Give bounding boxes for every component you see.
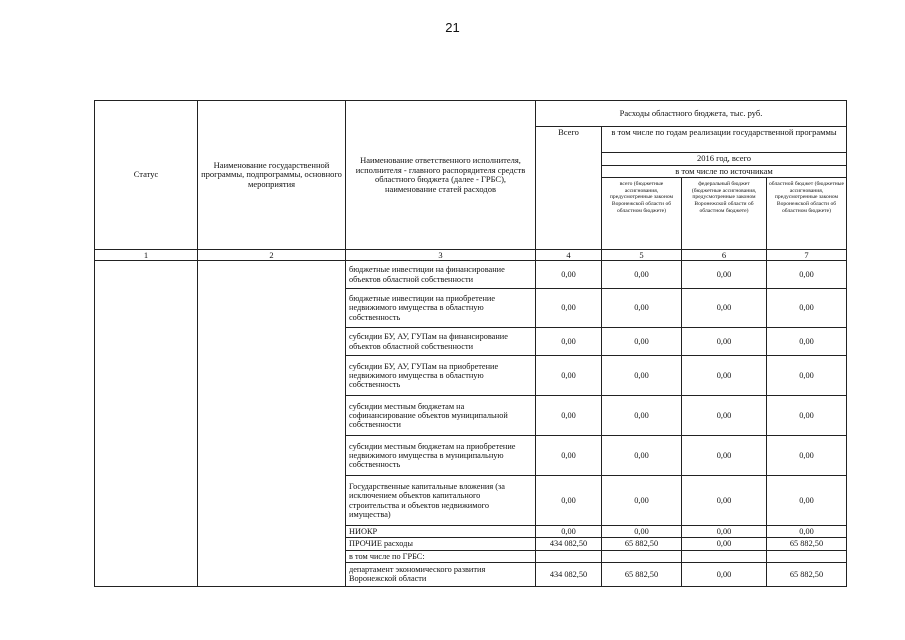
row-name: субсидии местным бюджетам на приобретение недвижимого имущества в муниципальную собственность (346, 436, 536, 476)
header-source-regional: областной бюджет (бюджетные ассигнования, предусмотренные законом Воронежской области об областном бюджете) (767, 178, 847, 250)
status-cell (95, 261, 198, 587)
column-number: 6 (682, 250, 767, 261)
value-total: 0,00 (536, 328, 602, 356)
row-name: Государственные капитальные вложения (за исключением объектов капитального строительства и объектов недвижимого имущества) (346, 476, 536, 526)
value-federal: 0,00 (682, 538, 767, 550)
value-federal: 0,00 (682, 396, 767, 436)
table-row (95, 261, 847, 289)
column-number: 5 (602, 250, 682, 261)
header-source-total: всего (бюджетные ассигнования, предусмотренные законом Воронежской области об областном бюджете) (602, 178, 682, 250)
value-source-total: 0,00 (602, 476, 682, 526)
row-name: ПРОЧИЕ расходы (346, 538, 536, 550)
value-source-total: 65 882,50 (602, 562, 682, 586)
value-total: 0,00 (536, 261, 602, 289)
value-total: 434 082,50 (536, 562, 602, 586)
value-federal: 0,00 (682, 526, 767, 538)
value-total: 0,00 (536, 356, 602, 396)
program-name-cell (198, 261, 346, 587)
column-number: 1 (95, 250, 198, 261)
value-source-total (602, 550, 682, 562)
page-number: 21 (445, 20, 460, 35)
value-source-total: 0,00 (602, 261, 682, 289)
header-expenses: Расходы областного бюджета, тыс. руб. (536, 101, 847, 127)
column-number: 7 (767, 250, 847, 261)
value-regional: 65 882,50 (767, 562, 847, 586)
value-source-total: 0,00 (602, 328, 682, 356)
value-source-total: 0,00 (602, 289, 682, 328)
value-regional: 0,00 (767, 328, 847, 356)
header-by-sources: в том числе по источникам (602, 165, 847, 178)
value-regional: 0,00 (767, 261, 847, 289)
value-source-total: 0,00 (602, 526, 682, 538)
column-number: 3 (346, 250, 536, 261)
value-regional: 0,00 (767, 396, 847, 436)
value-federal: 0,00 (682, 328, 767, 356)
value-federal: 0,00 (682, 476, 767, 526)
value-total: 0,00 (536, 436, 602, 476)
header-year-2016: 2016 год, всего (602, 153, 847, 166)
header-by-years: в том числе по годам реализации государственной программы (602, 127, 847, 153)
header-status: Статус (95, 101, 198, 250)
row-name: в том числе по ГРБС: (346, 550, 536, 562)
row-name: бюджетные инвестиции на приобретение недвижимого имущества в областную собственность (346, 289, 536, 328)
row-name: субсидии местным бюджетам на софинансирование объектов муниципальной собственности (346, 396, 536, 436)
value-source-total: 0,00 (602, 396, 682, 436)
column-number-row (95, 250, 847, 261)
value-regional: 0,00 (767, 289, 847, 328)
value-total: 434 082,50 (536, 538, 602, 550)
value-federal: 0,00 (682, 261, 767, 289)
value-federal: 0,00 (682, 436, 767, 476)
value-total: 0,00 (536, 526, 602, 538)
row-name: бюджетные инвестиции на финансирование объектов областной собственности (346, 261, 536, 289)
value-federal (682, 550, 767, 562)
column-number: 2 (198, 250, 346, 261)
header-source-federal: федеральный бюджет (бюджетные ассигнования, предусмотренные законом Воронежской области об областном бюджете) (682, 178, 767, 250)
column-number: 4 (536, 250, 602, 261)
value-federal: 0,00 (682, 356, 767, 396)
value-regional: 0,00 (767, 356, 847, 396)
value-total: 0,00 (536, 396, 602, 436)
value-federal: 0,00 (682, 289, 767, 328)
row-name: департамент экономического развития Воронежской области (346, 562, 536, 586)
value-total: 0,00 (536, 289, 602, 328)
value-regional: 0,00 (767, 476, 847, 526)
value-federal: 0,00 (682, 562, 767, 586)
value-regional: 0,00 (767, 436, 847, 476)
value-source-total: 65 882,50 (602, 538, 682, 550)
value-source-total: 0,00 (602, 356, 682, 396)
row-name: субсидии БУ, АУ, ГУПам на финансирование объектов областной собственности (346, 328, 536, 356)
header-program-name: Наименование государственной программы, подпрограммы, основного мероприятия (198, 101, 346, 250)
budget-table (94, 100, 847, 587)
value-source-total: 0,00 (602, 436, 682, 476)
header-executor: Наименование ответственного исполнителя, исполнителя - главного распорядителя средств областного бюджета (далее - ГРБС), наименование статей расходов (346, 101, 536, 250)
value-total: 0,00 (536, 476, 602, 526)
header-total: Всего (536, 127, 602, 250)
value-regional: 65 882,50 (767, 538, 847, 550)
value-regional (767, 550, 847, 562)
row-name: субсидии БУ, АУ, ГУПам на приобретение недвижимого имущества в областную собственность (346, 356, 536, 396)
value-regional: 0,00 (767, 526, 847, 538)
row-name: НИОКР (346, 526, 536, 538)
value-total (536, 550, 602, 562)
